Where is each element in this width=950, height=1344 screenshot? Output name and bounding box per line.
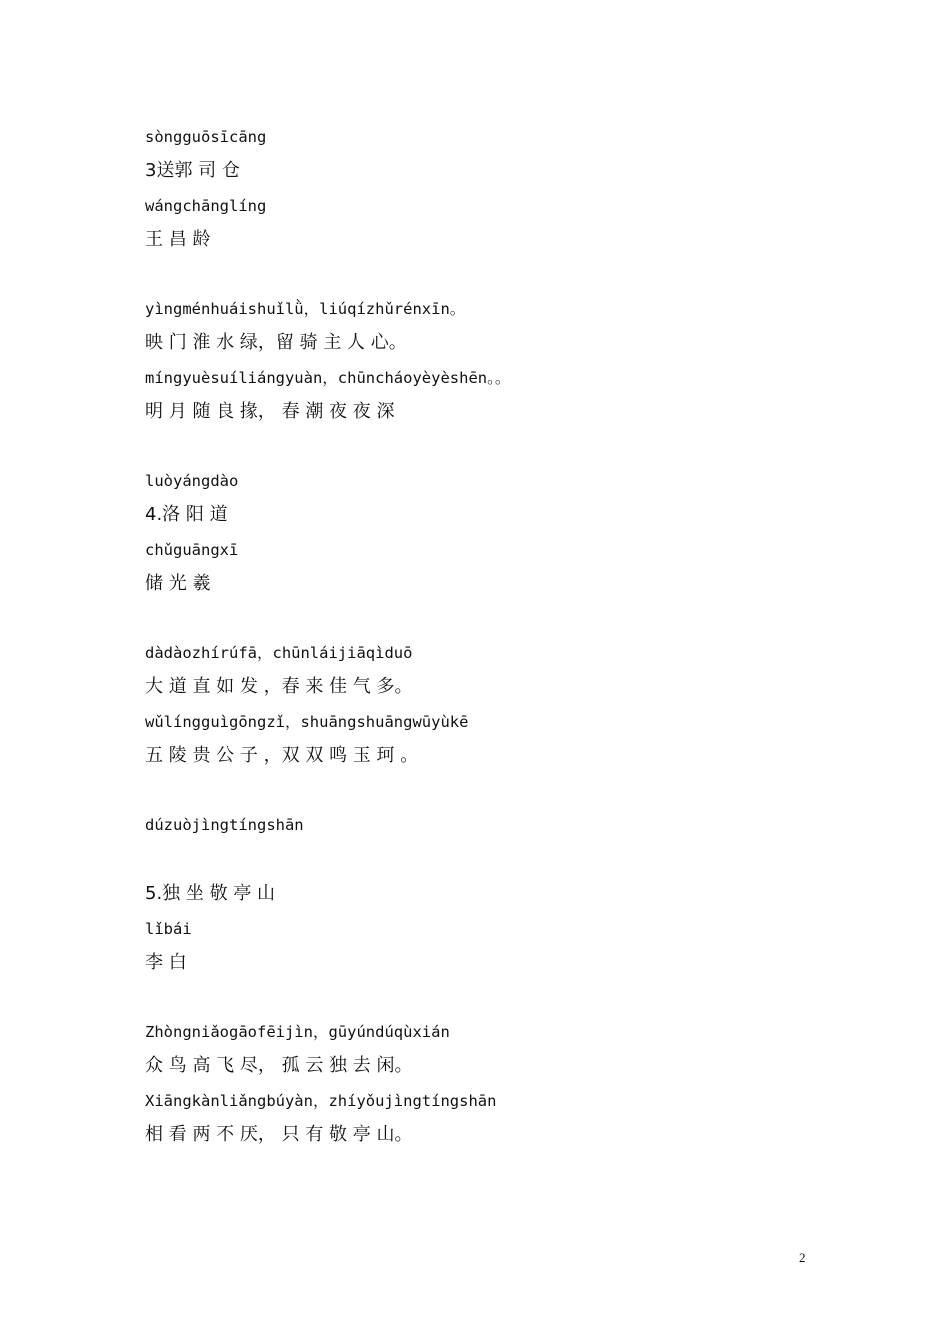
poem-title-pinyin: sòngguōsīcāng	[145, 128, 267, 146]
page-number: 2	[799, 1250, 806, 1265]
poem-line: 五 陵 贵 公 子 ，双 双 鸣 玉 珂 。	[145, 745, 419, 766]
poem-author: 储 光 羲	[145, 573, 211, 594]
poem-line-pinyin: Zhòngniǎogāofēijìn，gūyúndúqùxián	[145, 1023, 450, 1041]
poem-line: 相 看 两 不 厌， 只 有 敬 亭 山。	[145, 1124, 413, 1145]
poem-line: 众 鸟 高 飞 尽， 孤 云 独 去 闲。	[145, 1055, 413, 1076]
poem-author: 王 昌 龄	[145, 229, 211, 250]
poem-title: 4.洛 阳 道	[145, 504, 228, 525]
poem-line-pinyin: wǔlíngguìgōngzǐ，shuāngshuāngwūyùkē	[145, 713, 469, 731]
poem-author: 李 白	[145, 952, 187, 973]
poem-title: 3送郭 司 仓	[145, 160, 240, 181]
poem-line-pinyin: míngyuèsuíliángyuàn，chūncháoyèyèshēn。。	[145, 369, 511, 387]
poem-line-pinyin: dàdàozhírúfā，chūnláijiāqìduō	[145, 644, 413, 662]
poem-line: 映 门 淮 水 绿，留 骑 主 人 心。	[145, 332, 407, 353]
poem-author-pinyin: wángchānglíng	[145, 197, 267, 215]
poem-line: 大 道 直 如 发 ，春 来 佳 气 多。	[145, 676, 413, 697]
poem-title-pinyin: luòyángdào	[145, 472, 239, 490]
poem-author-pinyin: chǔguāngxī	[145, 541, 239, 559]
poem-title: 5.独 坐 敬 亭 山	[145, 883, 276, 904]
poem-author-pinyin: lǐbái	[145, 920, 192, 938]
poem-line-pinyin: Xiāngkànliǎngbúyàn，zhíyǒujìngtíngshān	[145, 1092, 497, 1110]
poem-line-pinyin: yìngménhuáishuǐlǜ，liúqízhǔrénxīn。	[145, 300, 466, 318]
poem-title-pinyin: dúzuòjìngtíngshān	[145, 816, 304, 834]
poem-line: 明 月 随 良 掾， 春 潮 夜 夜 深	[145, 401, 395, 422]
